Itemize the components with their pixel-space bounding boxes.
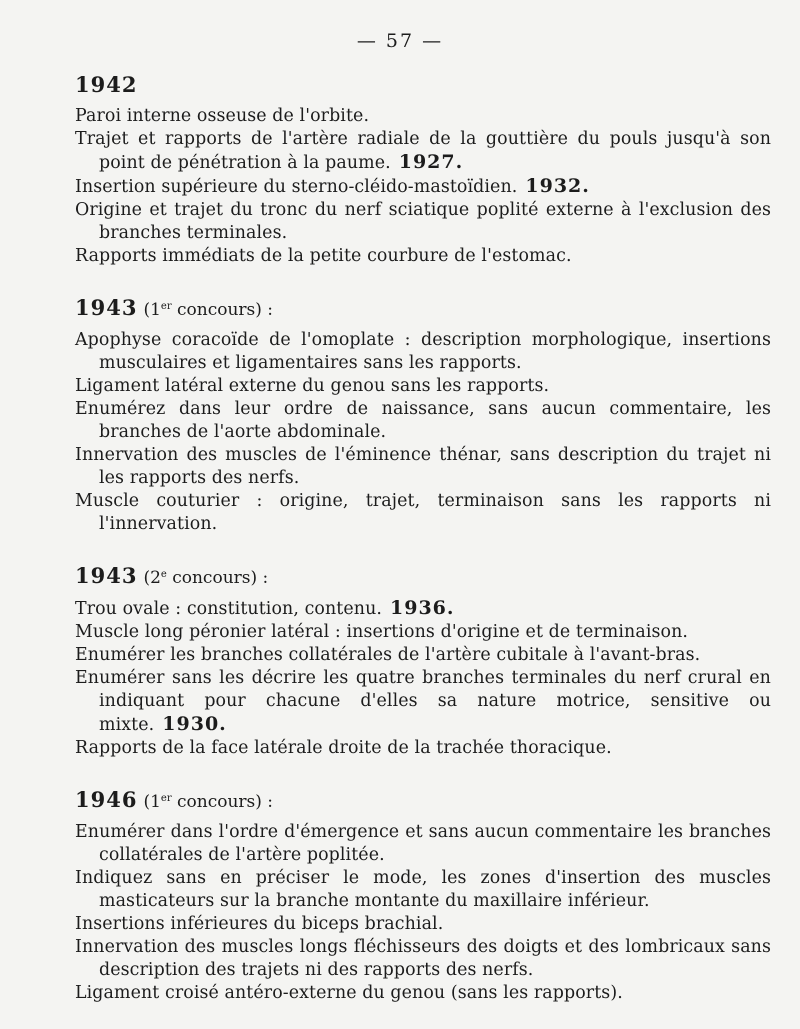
question-text: Rapports immédiats de la petite courbure de l'estomac. [75, 246, 572, 266]
contest-number: (1 [143, 792, 161, 812]
exam-section [75, 784, 771, 1005]
exam-section [75, 292, 771, 536]
exam-question [75, 375, 771, 398]
reference-year: 1932. [525, 175, 590, 197]
contest-number: (2 [143, 568, 161, 588]
exam-question [75, 105, 771, 128]
exam-section [75, 560, 771, 760]
contest-number: (1 [143, 300, 161, 320]
exam-sections [75, 70, 771, 1029]
question-text: Trou ovale : constitution, contenu. [75, 599, 383, 619]
question-text: Paroi interne osseuse de l'orbite. [75, 106, 370, 126]
exam-question [75, 444, 771, 490]
exam-question [75, 913, 771, 936]
exam-question [75, 867, 771, 913]
question-text: Ligament croisé antéro-externe du genou (sans les rapports). [75, 983, 623, 1003]
contest-suffix: concours) : [171, 792, 274, 812]
exam-question [75, 398, 771, 444]
contest-suffix: concours) : [171, 300, 274, 320]
question-text: Innervation des muscles de l'éminence thénar, sans description du trajet ni les rapports des nerfs. [75, 445, 771, 488]
contest-ordinal: e [160, 569, 167, 580]
exam-question [75, 597, 771, 621]
section-year: 1942 [75, 72, 138, 97]
exam-question [75, 936, 771, 982]
question-text: Insertions inférieures du biceps brachial. [75, 914, 444, 934]
reference-year: 1927. [398, 151, 464, 173]
exam-question [75, 490, 771, 536]
question-text: Enumérez dans leur ordre de naissance, sans aucun commentaire, les branches de l'aorte abdominale. [75, 399, 771, 442]
exam-question [75, 821, 771, 867]
section-heading [75, 784, 771, 817]
exam-question [75, 644, 771, 667]
contest-ordinal: er [160, 793, 172, 804]
section-heading [75, 70, 771, 101]
question-text: Muscle long péronier latéral : insertions d'origine et de terminaison. [75, 622, 689, 642]
section-heading [75, 560, 771, 593]
exam-section [75, 70, 771, 268]
question-text: Indiquez sans en préciser le mode, les zones d'insertion des muscles masticateurs sur la branche montante du maxillaire inférieur. [75, 868, 771, 911]
question-text: Insertion supérieure du sterno-cléido-mastoïdien. [75, 177, 518, 197]
question-text: Muscle couturier : origine, trajet, terminaison sans les rapports ni l'innervation. [75, 491, 771, 534]
exam-question [75, 737, 771, 760]
exam-question [75, 329, 771, 375]
question-text: Ligament latéral externe du genou sans les rapports. [75, 376, 550, 396]
question-text: Enumérer les branches collatérales de l'artère cubitale à l'avant-bras. [75, 645, 701, 665]
question-text: Enumérer sans les décrire les quatre branches terminales du nerf crural en indiquant pour chacune d'elles sa nature motrice, sensitive ou mixte. [75, 668, 771, 735]
section-heading [75, 292, 771, 325]
section-year: 1946 [75, 787, 138, 812]
section-year: 1943 [75, 295, 138, 320]
contest-ordinal: er [160, 301, 172, 312]
exam-question [75, 667, 771, 737]
exam-question [75, 199, 771, 245]
question-text: Trajet et rapports de l'artère radiale de la gouttière du pouls jusqu'à son point de pénétration à la paume. [75, 129, 771, 173]
exam-question [75, 621, 771, 644]
question-text: Rapports de la face latérale droite de la trachée thoracique. [75, 738, 612, 758]
question-text: Innervation des muscles longs fléchisseurs des doigts et des lombricaux sans description des trajets ni des rapports des nerfs. [75, 937, 771, 980]
section-year: 1943 [75, 563, 138, 588]
page-number: — 57 — [356, 30, 444, 52]
reference-year: 1930. [162, 713, 227, 735]
contest-label [143, 568, 268, 588]
question-text: Origine et trajet du tronc du nerf sciatique poplité externe à l'exclusion des branches terminales. [75, 200, 771, 243]
exam-question [75, 982, 771, 1005]
exam-question [75, 175, 771, 199]
question-text: Apophyse coracoïde de l'omoplate : description morphologique, insertions musculaires et ligamentaires sans les rapports. [75, 330, 771, 373]
reference-year: 1936. [390, 597, 455, 619]
question-text: Enumérer dans l'ordre d'émergence et sans aucun commentaire les branches collatérales de l'artère poplitée. [75, 822, 771, 865]
contest-suffix: concours) : [166, 568, 269, 588]
contest-label [143, 300, 273, 320]
exam-question [75, 245, 771, 268]
contest-label [143, 792, 273, 812]
exam-question [75, 128, 771, 175]
